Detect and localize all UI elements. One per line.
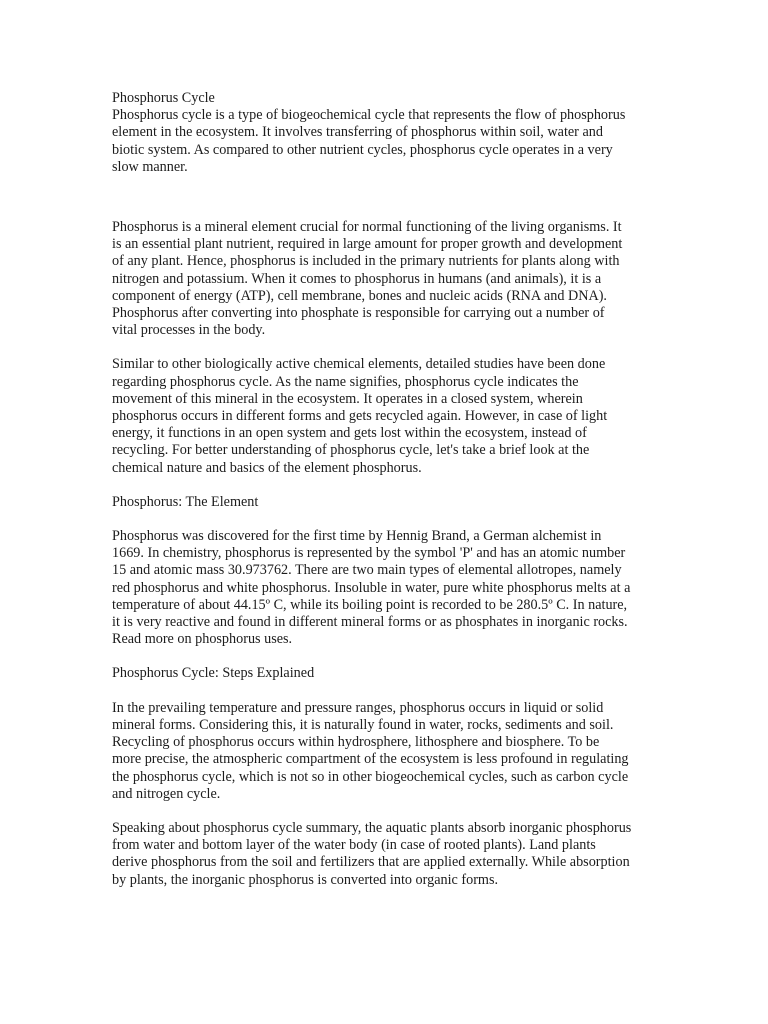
document-page xyxy=(112,90,632,889)
paragraph-mineral-element: Phosphorus is a mineral element crucial for normal functioning of the living organisms. It is an essential plant nutrient, required in large amount for proper growth and development of any plant. Hence, phosphorus is included in the primary nutrients for plants along with nitrogen and potassium. When it comes to phosphorus in humans (and animals), it is a component of energy (ATP), cell membrane, bones and nucleic acids (RNA and DNA). Phosphorus after converting into phosphate is responsible for carrying out a number of vital processes in the body. xyxy=(112,219,623,339)
spacer xyxy=(112,202,632,219)
paragraph-summary: Speaking about phosphorus cycle summary, the aquatic plants absorb inorganic phosphorus from water and bottom layer of the water body (in case of rooted plants). Land plants derive phosphorus from the soil and fertilizers that are applied externally. While absorption by plants, the inorganic phosphorus is converted into organic forms. xyxy=(112,819,632,888)
paragraph-occurrence: In the prevailing temperature and pressure ranges, phosphorus occurs in liquid or solid mineral forms. Considering this, it is naturally found in water, rocks, sediments and soil. Recycling of phosphorus occurs within hydrosphere, lithosphere and biosphere. To be more precise, the atmospheric compartment of the ecosystem is less profound in regulating the phosphorus cycle, which is not so in other biogeochemical cycles, such as carbon cycle and nitrogen cycle. xyxy=(112,699,629,802)
section-heading-element: Phosphorus: The Element xyxy=(112,493,259,510)
spacer xyxy=(112,648,632,665)
section-heading-steps: Phosphorus Cycle: Steps Explained xyxy=(112,665,315,682)
paragraph-element-discovery: Phosphorus was discovered for the first time by Hennig Brand, a German alchemist in 1669. In chemistry, phosphorus is represented by the symbol 'P' and has an atomic number 15 and atomic mass 30.973762. There are two main types of elemental allotropes, namely red phosphorus and white phosphorus. Insoluble in water, pure white phosphorus melts at a temperature of about 44.15º C, while its boiling point is recorded to be 280.5º C. In nature, it is very reactive and found in different mineral forms or as phosphates in inorganic rocks. Read more on phosphorus uses. xyxy=(112,528,631,648)
document-title: Phosphorus Cycle xyxy=(112,90,215,106)
spacer xyxy=(112,176,632,202)
spacer xyxy=(112,803,632,820)
spacer xyxy=(112,339,632,356)
spacer xyxy=(112,511,632,528)
intro-paragraph: Phosphorus cycle is a type of biogeochemical cycle that represents the flow of phosphorus element in the ecosystem. It involves transferring of phosphorus within soil, water and biotic system. As compared to other nutrient cycles, phosphorus cycle operates in a very slow manner. xyxy=(112,107,626,175)
spacer xyxy=(112,477,632,494)
spacer xyxy=(112,683,632,700)
paragraph-cycle-overview: Similar to other biologically active chemical elements, detailed studies have been done regarding phosphorus cycle. As the name signifies, phosphorus cycle indicates the movement of this mineral in the ecosystem. It operates in a closed system, wherein phosphorus occurs in different forms and gets recycled again. However, in case of light energy, it functions in an open system and gets lost within the ecosystem, instead of recycling. For better understanding of phosphorus cycle, let's take a brief look at the chemical nature and basics of the element phosphorus. xyxy=(112,356,608,476)
